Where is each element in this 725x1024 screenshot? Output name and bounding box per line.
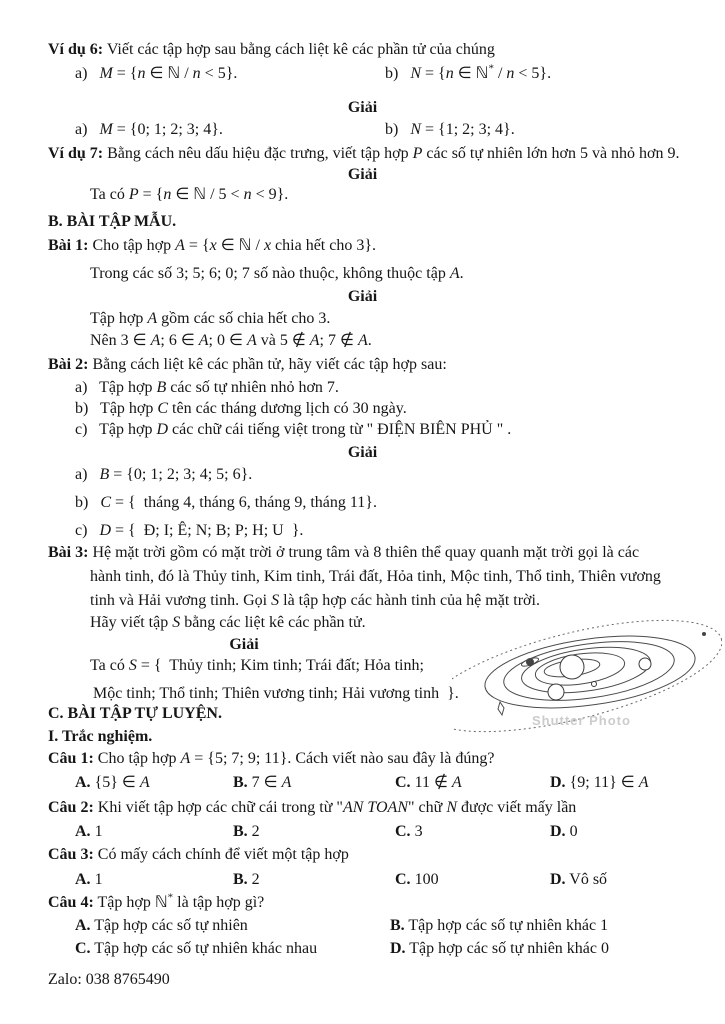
example7-heading: Ví dụ 7: Bằng cách nêu dấu hiệu đặc trưng, viết tập hợp P các số tự nhiên lớn hơn 5 và nhỏ hơn 9. (48, 145, 680, 162)
solution-heading-4: Giải (347, 444, 378, 461)
exercise2-answer-c: c) D = { Đ; I; Ê; N; B; P; H; U }. (75, 522, 304, 539)
solution-heading-5: Giải (229, 636, 259, 653)
exercise3-solution-line2: Mộc tinh; Thổ tinh; Thiên vương tinh; Hải vương tinh }. (93, 685, 459, 702)
question2-option-a: A. 1 (75, 823, 103, 840)
sun-planet (560, 655, 584, 679)
orbit-3 (500, 632, 678, 709)
exercise2-item-a: a) Tập hợp B các số tự nhiên nhỏ hơn 7. (75, 379, 339, 396)
question4-option-d: D. Tập hợp các số tự nhiên khác 0 (390, 940, 610, 957)
question4-option-b: B. Tập hợp các số tự nhiên khác 1 (390, 917, 609, 934)
question3-option-a: A. 1 (75, 871, 103, 888)
exercise3-line3: tinh và Hải vương tinh. Gọi S là tập hợp các hành tinh của hệ mặt trời. (90, 592, 540, 609)
watermark-text: Shutter Photo (532, 713, 631, 728)
example6-answer-b: b) N = {1; 2; 3; 4}. (385, 121, 515, 138)
exercise2-answer-b: b) C = { tháng 4, tháng 6, tháng 9, tháng 11}. (75, 494, 377, 511)
exercise2-item-b: b) Tập hợp C tên các tháng dương lịch có 30 ngày. (75, 400, 407, 417)
exercise2-heading: Bài 2: Bằng cách liệt kê các phần tử, hãy viết các tập hợp sau: (48, 356, 447, 373)
question4-option-a: A. Tập hợp các số tự nhiên (75, 917, 248, 934)
exercise3-line1: Bài 3: Hệ mặt trời gồm có mặt trời ở trung tâm và 8 thiên thể quay quanh mặt trời gọi là các (48, 544, 640, 561)
comet-icon (498, 702, 504, 715)
solar-system-illustration (452, 612, 722, 737)
question1-option-a: A. {5} ∈ A (75, 774, 150, 791)
question2-option-d: D. 0 (550, 823, 578, 840)
question3-option-d: D. Vô số (550, 871, 608, 888)
solution-heading-1: Giải (347, 99, 378, 116)
footer-zalo-contact: Zalo: 038 8765490 (48, 971, 170, 988)
example6-question-a: a) M = {n ∈ ℕ / n < 5}. (75, 65, 238, 82)
section-c-heading: C. BÀI TẬP TỰ LUYỆN. (48, 705, 222, 722)
question2-heading: Câu 2: Khi viết tập hợp các chữ cái trong từ "AN TOAN" chữ N được viết mấy lần (48, 799, 577, 816)
exercise3-line4: Hãy viết tập S bằng các liệt kê các phần tử. (90, 614, 366, 631)
solution-heading-3: Giải (347, 288, 378, 305)
example7-solution: Ta có P = {n ∈ ℕ / 5 < n < 9}. (90, 186, 289, 203)
question1-heading: Câu 1: Cho tập hợp A = {5; 7; 9; 11}. Cách viết nào sau đây là đúng? (48, 750, 495, 767)
planet-right (639, 658, 651, 670)
question4-heading: Câu 4: Tập hợp ℕ* là tập hợp gì? (48, 891, 265, 911)
question1-option-c: C. 11 ∉ A (395, 774, 462, 791)
example6-heading: Ví dụ 6: Viết các tập hợp sau bằng cách liệt kê các phần tử của chúng (48, 41, 495, 58)
exercise1-solution-line1: Tập hợp A gồm các số chia hết cho 3. (90, 310, 331, 327)
solution-heading-2: Giải (347, 166, 378, 183)
question3-option-c: C. 100 (395, 871, 439, 888)
exercise3-line2: hành tinh, đó là Thủy tinh, Kim tinh, Trái đất, Hỏa tinh, Mộc tinh, Thổ tinh, Thiên vương (90, 568, 661, 585)
planet-small (592, 682, 597, 687)
exercise1-solution-line2: Nên 3 ∈ A; 6 ∈ A; 0 ∈ A và 5 ∉ A; 7 ∉ A. (90, 332, 372, 349)
question3-heading: Câu 3: Có mấy cách chính để viết một tập hợp (48, 846, 349, 863)
exercise2-item-c: c) Tập hợp D các chữ cái tiếng việt trong từ " ĐIỆN BIÊN PHỦ " . (75, 421, 512, 438)
planet-lower-left (548, 684, 564, 700)
exercise3-solution-line1: Ta có S = { Thủy tinh; Kim tinh; Trái đất; Hỏa tinh; (90, 657, 424, 674)
exercise2-answer-a: a) B = {0; 1; 2; 3; 4; 5; 6}. (75, 466, 253, 483)
exercise1-heading: Bài 1: Cho tập hợp A = {x ∈ ℕ / x chia hết cho 3}. (48, 237, 377, 254)
section-b-heading: B. BÀI TẬP MẪU. (48, 213, 177, 230)
section-i-heading: I. Trắc nghiệm. (48, 728, 153, 745)
outer-planet-dot (702, 632, 706, 636)
question1-option-b: B. 7 ∈ A (233, 774, 292, 791)
question2-option-b: B. 2 (233, 823, 260, 840)
exercise1-question: Trong các số 3; 5; 6; 0; 7 số nào thuộc, không thuộc tập A. (90, 265, 464, 282)
example6-answer-a: a) M = {0; 1; 2; 3; 4}. (75, 121, 223, 138)
question3-option-b: B. 2 (233, 871, 260, 888)
example6-question-b: b) N = {n ∈ ℕ* / n < 5}. (385, 62, 552, 82)
question2-option-c: C. 3 (395, 823, 423, 840)
question1-option-d: D. {9; 11} ∈ A (550, 774, 649, 791)
question4-option-c: C. Tập hợp các số tự nhiên khác nhau (75, 940, 318, 957)
